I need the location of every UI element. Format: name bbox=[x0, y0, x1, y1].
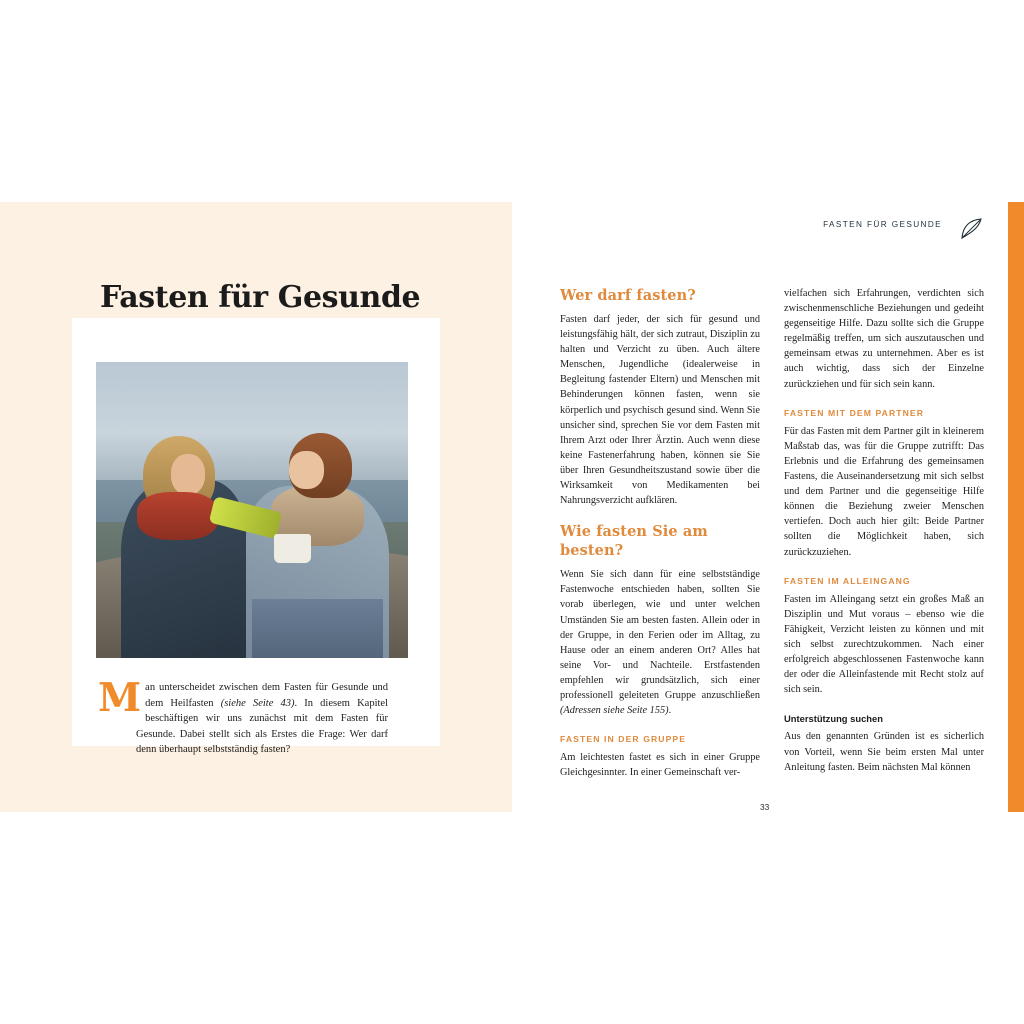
subheading-fasten-in-der-gruppe: FASTEN IN DER GRUPPE bbox=[560, 734, 687, 745]
running-head: FASTEN FÜR GESUNDE bbox=[823, 220, 942, 229]
intro-text-part-2: . In diesem Kapitel beschäftigen wir uns zunächst mit dem Fasten für Gesunde. Dabei stellt sich als Erstes die Frage: Wer darf denn überhaupt selbstständig fasten? bbox=[136, 697, 388, 756]
photo-cup bbox=[274, 534, 311, 564]
photo-person-right-jeans bbox=[252, 599, 383, 658]
left-page bbox=[0, 202, 512, 812]
subheading-fasten-im-alleingang: FASTEN IM ALLEINGANG bbox=[784, 575, 911, 586]
paragraph-text-end: . bbox=[668, 705, 672, 717]
chapter-photo bbox=[96, 362, 408, 658]
subheading-wer-darf-fasten: Wer darf fasten? bbox=[560, 287, 696, 304]
intro-paragraph bbox=[98, 675, 388, 758]
paragraph-italic-reference: (Adressen siehe Seite 155) bbox=[560, 705, 669, 717]
page-number: 33 bbox=[760, 802, 770, 812]
page-edge-tab bbox=[1008, 202, 1024, 812]
text-column-1 bbox=[560, 286, 760, 780]
leaf-icon bbox=[958, 216, 984, 242]
paragraph: vielfachen sich Erfahrungen, verdichten sich zwischenmenschliche Beziehungen und gedeiht gegenseitige Hilfe. Dazu sollte sich die Gruppe regelmäßig treffen, um sich auszutauschen und gemeinsam etwas zu unternehmen. Aber es ist auch wichtig, dass sich der Einzelne zurückziehen und für sich sein kann. bbox=[784, 288, 984, 390]
subheading-fasten-mit-dem-partner: FASTEN MIT DEM PARTNER bbox=[784, 407, 925, 418]
paragraph bbox=[560, 567, 760, 718]
photo-person-left-face bbox=[171, 454, 205, 495]
photo-person-right-face bbox=[289, 451, 323, 489]
drop-cap: M bbox=[98, 675, 142, 721]
book-spread bbox=[0, 202, 1024, 812]
intro-text-part-1: an unterscheidet zwischen dem Fasten für Gesunde und dem Heilfasten bbox=[145, 682, 388, 709]
text-column-2 bbox=[784, 286, 984, 775]
paragraph: Am leichtesten fastet es sich in einer Gruppe Gleichgesinnter. In einer Gemeinschaft ver- bbox=[560, 752, 760, 779]
subheading-unterstuetzung-suchen: Unterstützung suchen bbox=[784, 713, 883, 725]
paragraph: Aus den genannten Gründen ist es sicherlich von Vorteil, wenn Sie beim ersten Mal unter Anleitung fasten. Beim nächsten Mal können bbox=[784, 731, 984, 773]
photo-person-left-scarf bbox=[137, 492, 218, 539]
paragraph: Fasten im Alleingang setzt ein großes Maß an Disziplin und Mut voraus – ebenso wie die Fähigkeit, Verzicht leisten zu können und mit sich selbst zurechtzukommen. Nach einer erfolgreich abgeschlossenen Fastenwoche kann der oder die Alleinfastende mit Recht stolz auf sich sein. bbox=[784, 593, 984, 696]
intro-text-italic: (siehe Seite 43) bbox=[220, 697, 295, 709]
subheading-wie-fasten: Wie fasten Sie am besten? bbox=[560, 523, 708, 560]
paragraph: Fasten darf jeder, der sich für gesund und leistungsfähig hält, der sich zutraut, Disziplin zu halten und Verzicht zu üben. Auch ältere Menschen, Jugendliche (idealerweise in Begleitung fastender Eltern) und Menschen mit Behinderungen können fasten, wenn sie körperlich und psychisch gesund sind. Wenn Sie unsicher sind, sprechen Sie vor dem Fasten mit Ihrem Arzt oder Ihrer Ärztin. Auch wenn diese keine Fastenerfahrung haben, können sie Sie über Ihren Gesundheitszustand sowie über die Wirksamkeit von Medikamenten bei Nahrungsverzicht aufklären. bbox=[560, 314, 760, 507]
page-title: Fasten für Gesunde bbox=[100, 280, 421, 315]
paragraph-text: Wenn Sie sich dann für eine selbstständige Fastenwoche entschieden haben, sollten Sie vorab überlegen, wie und unter welchen Umständen Sie am besten fasten. Allein oder in der Gruppe, in den Ferien oder im Alltag, zu Hause oder an einem anderen Ort? Alles hat seine Vor- und Nachteile. Erstfastenden empfehlen wir grundsätzlich, sich einer professionell geleiteten Gruppe anzuschließen bbox=[560, 569, 760, 701]
paragraph: Für das Fasten mit dem Partner gilt in kleinerem Maßstab das, was für die Gruppe zutrifft: Das Erlebnis und die Erfahrung des gemeinsamen Fastens, die Auseinandersetzung mit sich selbst und dem Partner und die gegenseitige Hilfe können die Beziehung zweier Menschen vertiefen. Doch auch hier gilt: Beide Partner sollten die Möglichkeit haben, sich zurückzuziehen. bbox=[784, 425, 984, 558]
